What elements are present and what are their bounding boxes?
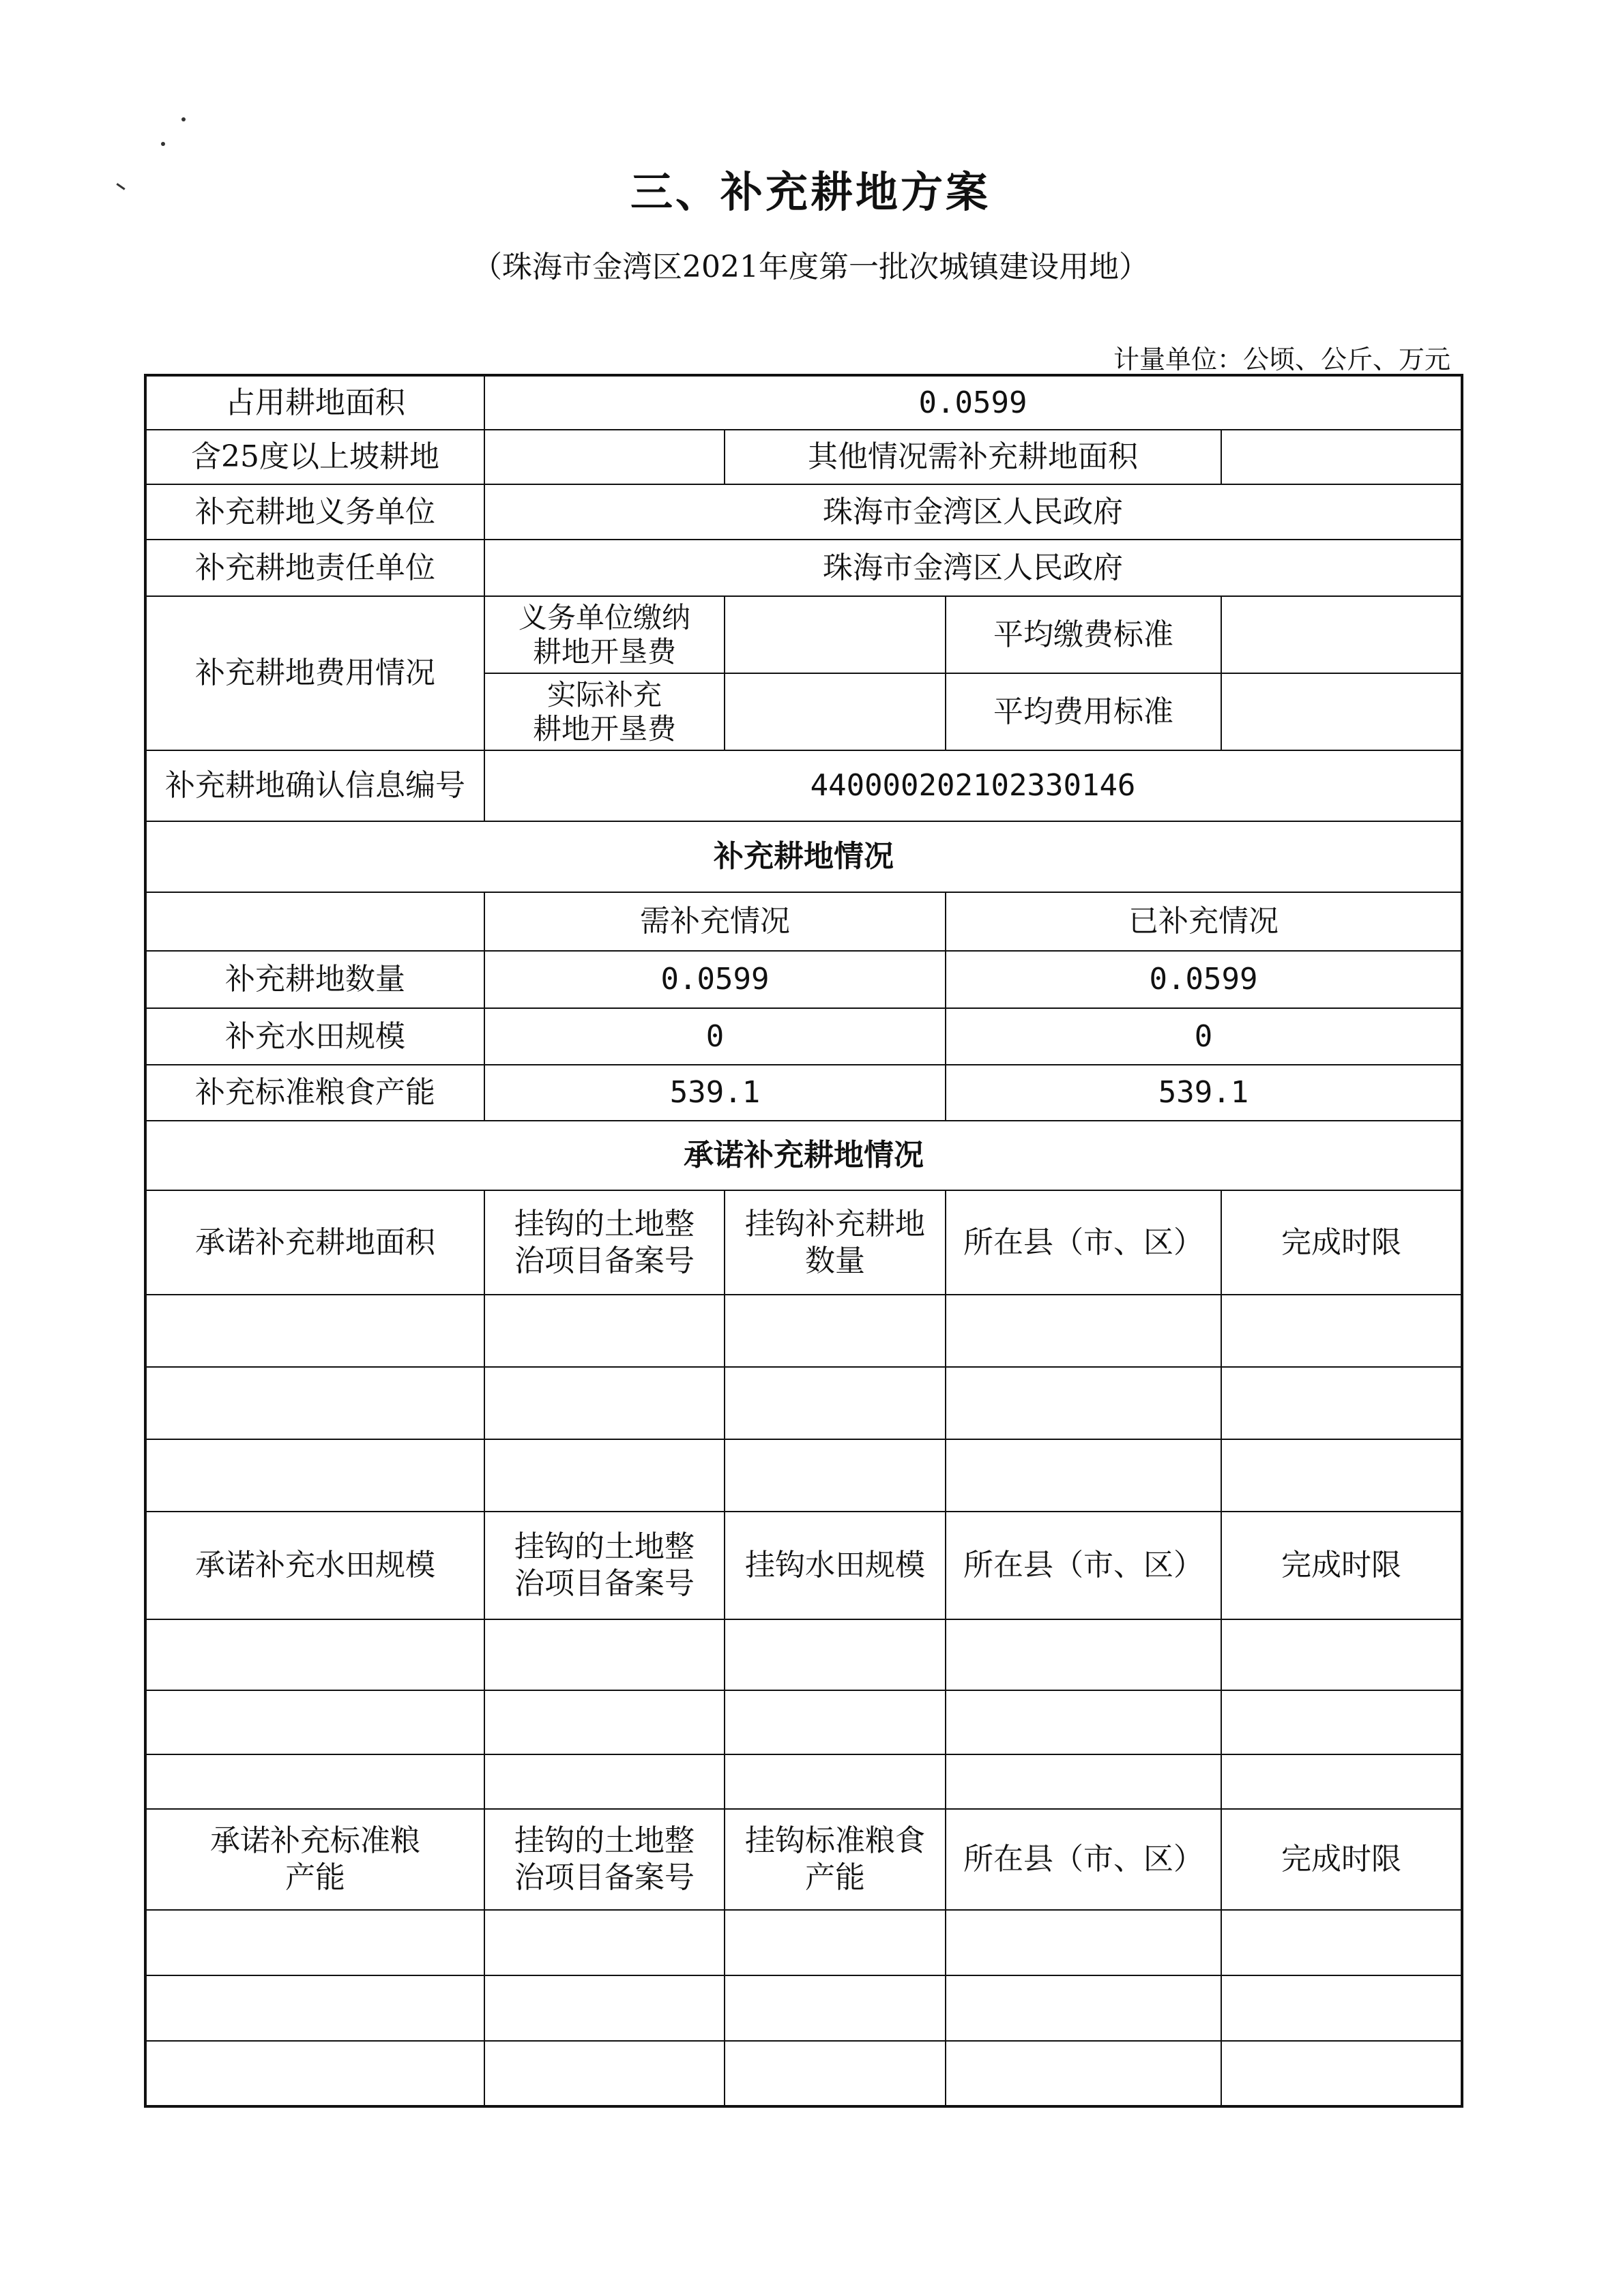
- fee-actual-label-line1: 实际补充: [546, 677, 662, 711]
- linked-quantity-header: [725, 1190, 946, 1295]
- supplement-row-label: 补充耕地数量: [145, 951, 484, 1008]
- supplement-row-done: 539.1: [946, 1065, 1462, 1121]
- linked-quantity-header-line2: 数量: [805, 1243, 865, 1278]
- fee-situation-label: 补充耕地费用情况: [145, 596, 484, 750]
- document-title: 三、补充耕地方案: [630, 167, 991, 217]
- table-row: [145, 1439, 1462, 1512]
- supplement-row-need: 539.1: [484, 1065, 946, 1121]
- county-header: 所在县（市、区）: [946, 1512, 1221, 1619]
- supplement-row-need: 0: [484, 1008, 946, 1065]
- fee-paid-label-line1: 义务单位缴纳: [518, 600, 690, 634]
- confirm-number-label: 补充耕地确认信息编号: [145, 750, 484, 821]
- promise-paddy-header: 承诺补充水田规模: [145, 1512, 484, 1619]
- linked-project-header: [484, 1190, 725, 1295]
- avg-pay-standard-value: [1221, 596, 1462, 673]
- fee-paid-label: [484, 596, 725, 673]
- confirm-number-value: 440000202102330146: [484, 750, 1462, 821]
- scan-speck: [161, 142, 165, 146]
- measurement-unit-note: 计量单位：公顷、公斤、万元: [1113, 344, 1450, 374]
- supplement-row-label: 补充标准粮食产能: [145, 1065, 484, 1121]
- responsible-unit-label: 补充耕地责任单位: [145, 540, 484, 596]
- supplement-need-header: 需补充情况: [484, 892, 946, 951]
- fee-actual-label: [484, 673, 725, 750]
- table-row: [145, 1295, 1462, 1367]
- table-row: [145, 1367, 1462, 1439]
- linked-project-header-line2: 治项目备案号: [514, 1243, 695, 1278]
- supplement-row-need: 0.0599: [484, 951, 946, 1008]
- table-row: [145, 1975, 1462, 2041]
- county-header: 所在县（市、区）: [946, 1190, 1221, 1295]
- linked-project-header-line1: 挂钩的土地整: [514, 1206, 695, 1241]
- promise-grain-header-line1: 承诺补充标准粮: [210, 1823, 420, 1858]
- promise-grain-header-line2: 产能: [285, 1860, 345, 1895]
- fee-paid-label-line2: 耕地开垦费: [532, 634, 676, 668]
- obligation-unit-label: 补充耕地义务单位: [145, 484, 484, 540]
- linked-paddy-header: 挂钩水田规模: [725, 1512, 946, 1619]
- table-row: [145, 1690, 1462, 1754]
- document-subtitle: （珠海市金湾区2021年度第一批次城镇建设用地）: [472, 250, 1149, 284]
- supplement-row-done: 0.0599: [946, 951, 1462, 1008]
- scan-speck: [181, 117, 186, 121]
- slope25-label: 含25度以上坡耕地: [145, 430, 484, 484]
- table-row: [145, 2041, 1462, 2106]
- table-row: [145, 1619, 1462, 1690]
- supplement-header-blank: [145, 892, 484, 951]
- linked-grain-header-line1: 挂钩标准粮食: [745, 1823, 925, 1858]
- promise-grain-header: [145, 1809, 484, 1910]
- responsible-unit-value: 珠海市金湾区人民政府: [484, 540, 1462, 596]
- linked-project-header-line2: 治项目备案号: [514, 1860, 695, 1895]
- county-header: 所在县（市、区）: [946, 1809, 1221, 1910]
- supplementary-farmland-plan-table: [144, 374, 1463, 2108]
- linked-quantity-header-line1: 挂钩补充耕地: [745, 1206, 925, 1241]
- fee-actual-value: [725, 673, 946, 750]
- supplement-row-label: 补充水田规模: [145, 1008, 484, 1065]
- fee-actual-label-line2: 耕地开垦费: [532, 711, 676, 746]
- linked-grain-header-line2: 产能: [805, 1860, 865, 1895]
- promise-area-header: 承诺补充耕地面积: [145, 1190, 484, 1295]
- linked-project-header-line1: 挂钩的土地整: [514, 1823, 695, 1858]
- deadline-header: 完成时限: [1221, 1190, 1462, 1295]
- linked-project-header-line1: 挂钩的土地整: [514, 1529, 695, 1564]
- linked-project-header-line2: 治项目备案号: [514, 1566, 695, 1601]
- linked-grain-header: [725, 1809, 946, 1910]
- deadline-header: 完成时限: [1221, 1809, 1462, 1910]
- occupied-area-label: 占用耕地面积: [145, 375, 484, 430]
- supplement-row-done: 0: [946, 1008, 1462, 1065]
- fee-paid-value: [725, 596, 946, 673]
- other-area-value: [1221, 430, 1462, 484]
- promise-section-title: 承诺补充耕地情况: [145, 1121, 1462, 1190]
- linked-project-header: [484, 1809, 725, 1910]
- avg-cost-standard-value: [1221, 673, 1462, 750]
- slope25-value: [484, 430, 725, 484]
- occupied-area-value: 0.0599: [484, 375, 1462, 430]
- obligation-unit-value: 珠海市金湾区人民政府: [484, 484, 1462, 540]
- table-row: [145, 1910, 1462, 1975]
- supplement-done-header: 已补充情况: [946, 892, 1462, 951]
- other-area-label: 其他情况需补充耕地面积: [725, 430, 1221, 484]
- deadline-header: 完成时限: [1221, 1512, 1462, 1619]
- avg-pay-standard-label: 平均缴费标准: [946, 596, 1221, 673]
- linked-project-header: [484, 1512, 725, 1619]
- table-row: [145, 1754, 1462, 1809]
- supplement-section-title: 补充耕地情况: [145, 821, 1462, 892]
- avg-cost-standard-label: 平均费用标准: [946, 673, 1221, 750]
